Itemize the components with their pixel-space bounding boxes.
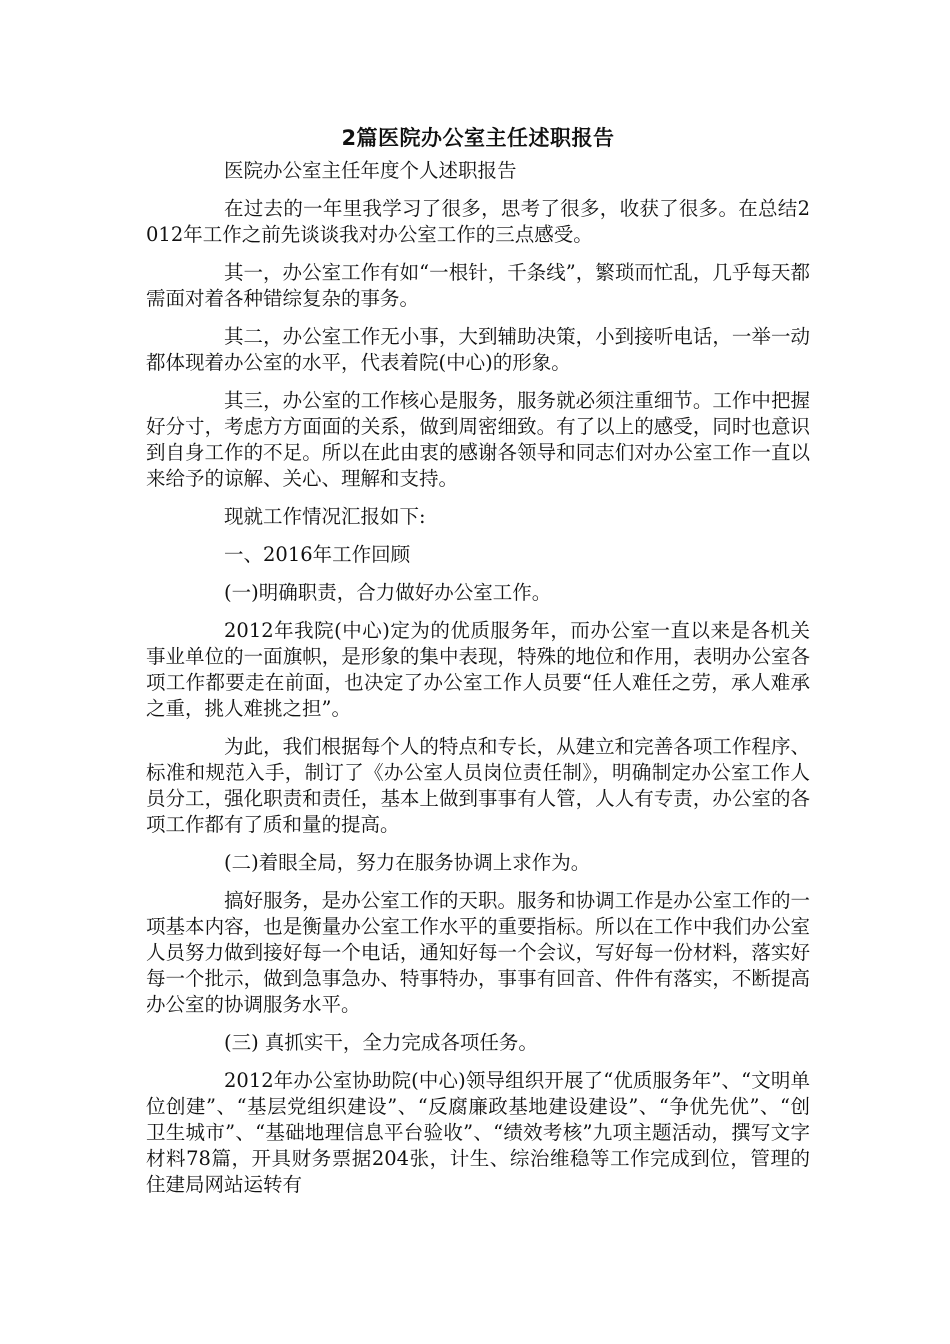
- subsection-heading-1: (一)明确职责，合力做好办公室工作。: [224, 581, 552, 604]
- subsection-heading-3: (三) 真抓实干，全力完成各项任务。: [224, 1031, 538, 1054]
- section-heading: 一、2016年工作回顾: [224, 543, 411, 566]
- document-title: 2篇医院办公室主任述职报告: [341, 126, 615, 150]
- subtitle-paragraph: 医院办公室主任年度个人述职报告: [224, 159, 517, 182]
- body-paragraph: 搞好服务，是办公室工作的天职。服务和协调工作是办公室工作的一项基本内容，也是衡量办公室工作水平的重要指标。所以在工作中我们办公室人员努力做到接好每一个电话，通知好每一个会议，写好每一份材料，落实好每一个批示，做到急事急办、特事特办，事事有回音、件件有落实，不断提高办公室的协调服务水平。: [146, 889, 810, 1016]
- body-paragraph: 2012年办公室协助院(中心)领导组织开展了“优质服务年”、“文明单位创建”、“基层党组织建设”、“反腐廉政基地建设建设”、“争优先优”、“创卫生城市”、“基础地理信息平台验收”、“绩效考核”九项主题活动，撰写文字材料78篇，开具财务票据204张，计生、综治维稳等工作完成到位，管理的住建局网站运转有: [146, 1069, 810, 1196]
- body-paragraph: 2012年我院(中心)定为的优质服务年，而办公室一直以来是各机关事业单位的一面旗帜，是形象的集中表现，特殊的地位和作用，表明办公室各项工作都要走在前面，也决定了办公室工作人员要“任人难任之劳，承人难承之重，挑人难挑之担”。: [146, 619, 810, 720]
- intro-paragraph: 在过去的一年里我学习了很多，思考了很多，收获了很多。在总结2012年工作之前先谈谈我对办公室工作的三点感受。: [146, 197, 810, 246]
- subsection-heading-2: (二)着眼全局，努力在服务协调上求作为。: [224, 851, 591, 874]
- document-page: [146, 124, 810, 1210]
- feeling-two-paragraph: 其二，办公室工作无小事，大到辅助决策，小到接听电话，一举一动都体现着办公室的水平，代表着院(中心)的形象。: [146, 325, 810, 374]
- report-lead-paragraph: 现就工作情况汇报如下:: [224, 505, 426, 528]
- body-paragraph: 为此，我们根据每个人的特点和专长，从建立和完善各项工作程序、标准和规范入手，制订了《办公室人员岗位责任制》，明确制定办公室工作人员分工，强化职责和责任，基本上做到事事有人管，人人有专责，办公室的各项工作都有了质和量的提高。: [146, 735, 810, 836]
- feeling-three-paragraph: 其三，办公室的工作核心是服务，服务就必须注重细节。工作中把握好分寸，考虑方方面面的关系，做到周密细致。有了以上的感受，同时也意识到自身工作的不足。所以在此由衷的感谢各领导和同志们对办公室工作一直以来给予的谅解、关心、理解和支持。: [146, 389, 810, 490]
- feeling-one-paragraph: 其一，办公室工作有如“一根针，千条线”，繁琐而忙乱，几乎每天都需面对着各种错综复杂的事务。: [146, 261, 810, 310]
